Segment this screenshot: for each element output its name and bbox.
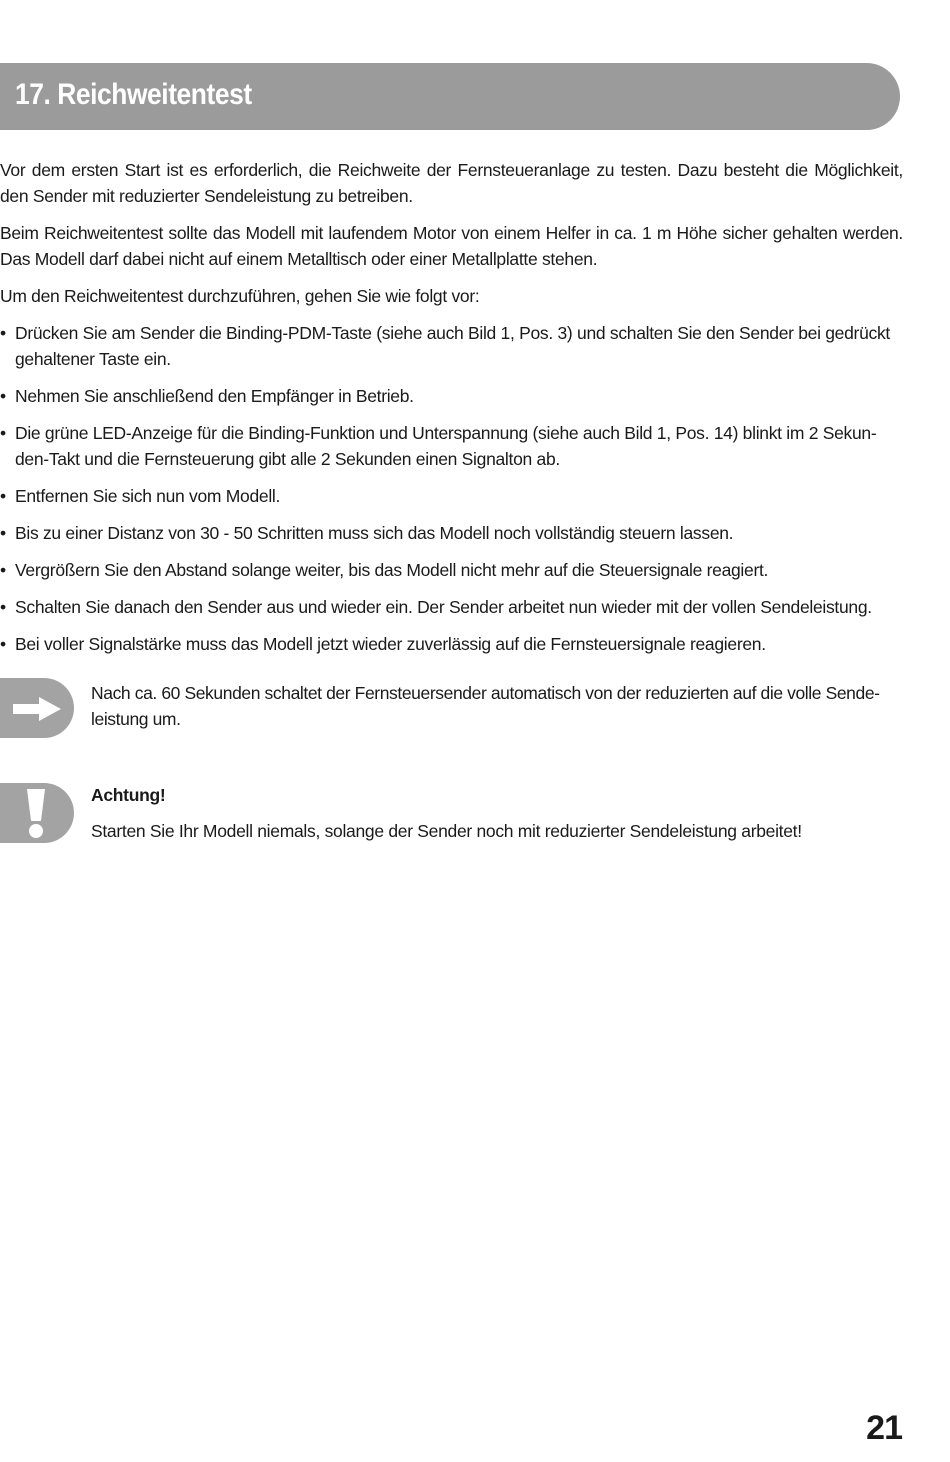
arrow-right-icon <box>13 697 61 721</box>
body-content <box>0 157 903 668</box>
list-item <box>0 631 903 657</box>
intro-paragraph-2: Beim Reichweitentest sollte das Modell mit laufendem Motor von einem Helfer in ca. 1 m Höhe sicher gehalten werden. Das Modell darf dabei nicht auf einem Metalltisch oder einer Metallplatte stehen. <box>0 223 903 269</box>
step-text: Schalten Sie danach den Sender aus und wieder ein. Der Sender arbeitet nun wieder mit der vollen Sendeleistung. <box>15 597 872 617</box>
bullet-dot: • <box>0 323 6 343</box>
intro-paragraph-1: Vor dem ersten Start ist es erforderlich, die Reichweite der Fernsteueranlage zu testen. Dazu besteht die Möglichkeit, den Sender mit reduzierter Sendeleistung zu betreiben. <box>0 160 903 206</box>
bullet-dot: • <box>0 560 6 580</box>
intro-paragraph-3: Um den Reichweitentest durchzuführen, gehen Sie wie folgt vor: <box>0 286 480 306</box>
list-item <box>0 320 903 372</box>
list-item <box>0 557 903 583</box>
warning-tab <box>0 783 74 843</box>
bullet-dot: • <box>0 386 6 406</box>
list-item <box>0 520 903 546</box>
step-text: Bei voller Signalstärke muss das Modell jetzt wieder zuverlässig auf die Fernsteuersignale reagieren. <box>15 634 766 654</box>
warning-title: Achtung! <box>91 785 166 805</box>
bullet-dot: • <box>0 523 6 543</box>
step-text: Drücken Sie am Sender die Binding-PDM-Taste (siehe auch Bild 1, Pos. 3) und schalten Sie den Sender bei gedrückt gehaltener Taste ein. <box>15 323 890 369</box>
page-number: 21 <box>866 1409 902 1447</box>
list-item <box>0 383 903 409</box>
exclamation-icon <box>25 789 47 839</box>
section-header-bar <box>0 63 900 130</box>
step-text: Nehmen Sie anschließend den Empfänger in Betrieb. <box>15 386 414 406</box>
step-text: Entfernen Sie sich nun vom Modell. <box>15 486 281 506</box>
warning-text: Starten Sie Ihr Modell niemals, solange der Sender noch mit reduzierter Sendeleistung arbeitet! <box>91 821 802 841</box>
section-title: 17. Reichweitentest <box>15 78 252 111</box>
list-item <box>0 594 903 620</box>
note-tab <box>0 678 74 738</box>
step-text: Die grüne LED-Anzeige für die Binding-Funktion und Unterspannung (siehe auch Bild 1, Pos. 14) blinkt im 2 Sekunden-Takt und die Fernsteuerung gibt alle 2 Sekunden einen Signalton ab. <box>15 423 877 469</box>
bullet-dot: • <box>0 486 6 506</box>
bullet-dot: • <box>0 597 6 617</box>
note-text: Nach ca. 60 Sekunden schaltet der Fernsteuersender automatisch von der reduzierten auf die volle Sendeleistung um. <box>91 683 880 729</box>
bullet-dot: • <box>0 423 6 443</box>
step-text: Vergrößern Sie den Abstand solange weiter, bis das Modell nicht mehr auf die Steuersignale reagiert. <box>15 560 769 580</box>
list-item <box>0 483 903 509</box>
bullet-dot: • <box>0 634 6 654</box>
list-item <box>0 420 903 472</box>
steps-list <box>0 320 903 657</box>
step-text: Bis zu einer Distanz von 30 - 50 Schritten muss sich das Modell noch vollständig steuern lassen. <box>15 523 734 543</box>
